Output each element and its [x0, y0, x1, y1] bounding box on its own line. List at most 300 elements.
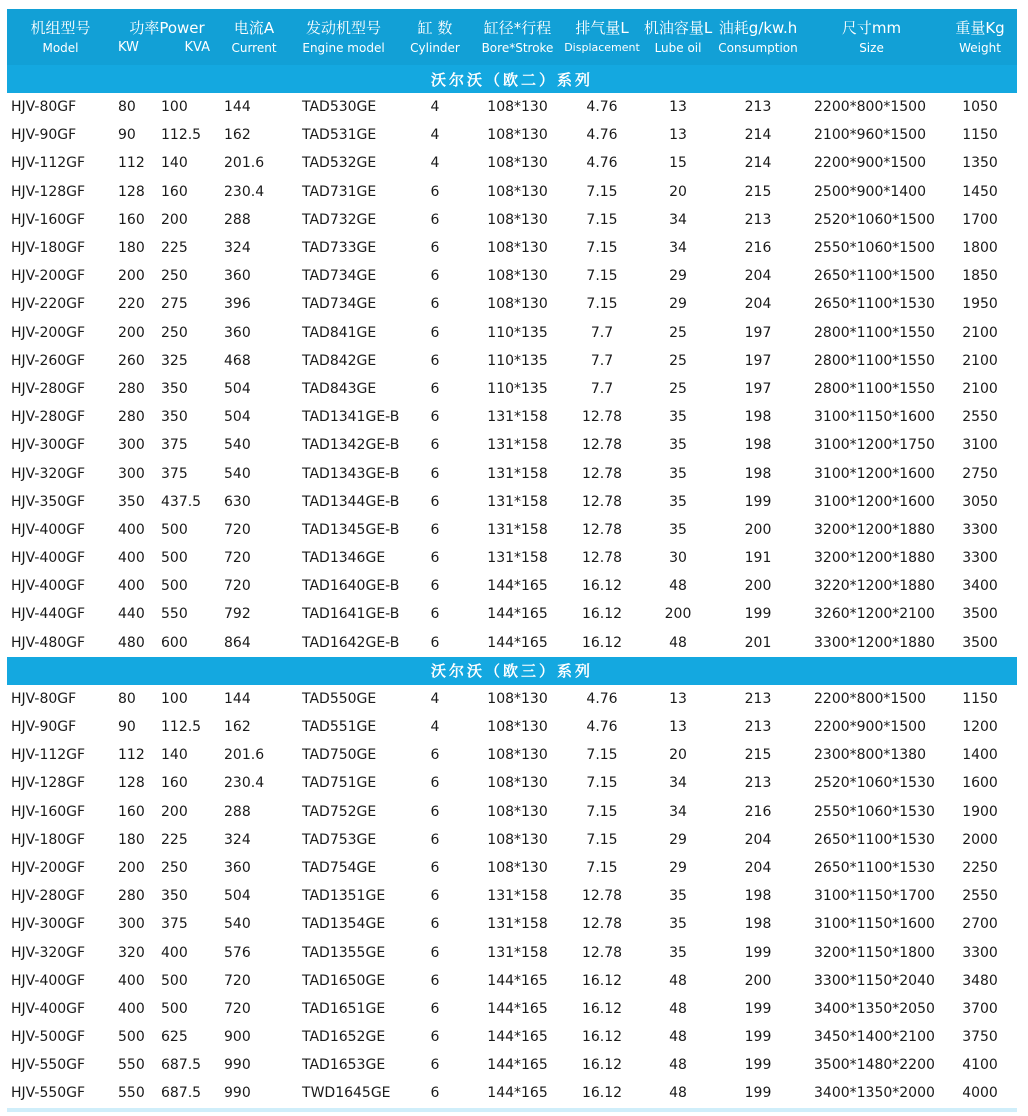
- table-cell: 3500: [962, 634, 998, 651]
- table-cell: 34: [669, 240, 687, 257]
- table-row: [7, 1079, 1017, 1107]
- table-cell: 90: [118, 719, 136, 736]
- bottom-rule: [7, 1108, 1017, 1112]
- table-cell: 80: [118, 690, 136, 707]
- table-cell: 2200*900*1500: [814, 719, 926, 736]
- table-cell: 6: [430, 521, 440, 538]
- table-cell: 1400: [962, 747, 998, 764]
- table-cell: 7.15: [586, 831, 618, 848]
- table-cell: 3100*1200*1600: [814, 465, 935, 482]
- table-cell: 550: [118, 1085, 145, 1102]
- table-row: [7, 910, 1017, 938]
- table-cell: 3100*1150*1700: [814, 888, 935, 905]
- table-cell: 13: [669, 719, 687, 736]
- section-title: 沃尔沃（欧二）系列: [431, 70, 594, 89]
- spec-sheet: [7, 9, 1017, 1112]
- table-cell: 1200: [962, 719, 998, 736]
- table-row: [7, 826, 1017, 854]
- generator-spec-table: [7, 9, 1017, 1108]
- table-cell: 7.15: [586, 296, 618, 313]
- table-row: [7, 234, 1017, 262]
- table-cell: TAD551GE: [302, 719, 377, 736]
- table-cell: HJV-350GF: [11, 493, 86, 510]
- header-model: 机组型号 Model: [30, 19, 91, 55]
- table-cell: 6: [430, 747, 440, 764]
- table-row: [7, 178, 1017, 206]
- table-cell: TAD753GE: [302, 831, 377, 848]
- table-cell: HJV-180GF: [11, 831, 86, 848]
- table-cell: 214: [744, 127, 772, 144]
- table-cell: 198: [744, 465, 772, 482]
- table-cell: 360: [224, 268, 251, 285]
- table-cell: 576: [224, 944, 251, 961]
- table-row: [7, 741, 1017, 769]
- table-cell: HJV-280GF: [11, 409, 86, 426]
- table-cell: 792: [224, 606, 251, 623]
- table-cell: 350: [161, 380, 188, 397]
- table-cell: 7.15: [586, 803, 618, 820]
- table-cell: 6: [430, 606, 440, 623]
- table-row: [7, 347, 1017, 375]
- table-cell: 288: [224, 211, 251, 228]
- table-cell: 375: [161, 465, 188, 482]
- table-row: [7, 206, 1017, 234]
- table-cell: HJV-320GF: [11, 465, 86, 482]
- table-cell: TAD1345GE-B: [302, 521, 400, 538]
- table-cell: HJV-90GF: [11, 719, 77, 736]
- table-cell: 197: [744, 352, 772, 369]
- table-cell: 6: [430, 972, 440, 989]
- table-cell: 112.5: [161, 719, 202, 736]
- header-current: 电流A Current: [231, 19, 277, 55]
- table-cell: 4: [430, 127, 440, 144]
- table-cell: TAD550GE: [302, 690, 377, 707]
- table-cell: 440: [118, 606, 145, 623]
- table-row: [7, 629, 1017, 657]
- table-cell: 198: [744, 888, 772, 905]
- table-cell: 16.12: [581, 1057, 623, 1074]
- table-cell: 131*158: [487, 465, 548, 482]
- table-cell: 25: [669, 352, 687, 369]
- table-cell: TAD1651GE: [302, 1000, 386, 1017]
- table-cell: 2300*800*1380: [814, 747, 926, 764]
- table-cell: 864: [224, 634, 251, 651]
- table-cell: HJV-260GF: [11, 352, 86, 369]
- table-cell: HJV-500GF: [11, 1029, 86, 1046]
- table-cell: 48: [669, 1029, 687, 1046]
- table-cell: 480: [118, 634, 145, 651]
- table-cell: 7.15: [586, 211, 618, 228]
- table-cell: 160: [161, 775, 188, 792]
- table-row: [7, 938, 1017, 966]
- table-cell: TAD734GE: [302, 296, 377, 313]
- table-cell: 35: [669, 409, 687, 426]
- table-cell: 16.12: [581, 1029, 623, 1046]
- table-cell: 12.78: [581, 916, 623, 933]
- table-cell: 25: [669, 324, 687, 341]
- table-cell: TAD1642GE-B: [302, 634, 400, 651]
- table-cell: 213: [744, 99, 772, 116]
- table-cell: 4.76: [586, 99, 618, 116]
- table-cell: TAD1343GE-B: [302, 465, 400, 482]
- table-cell: 48: [669, 1085, 687, 1102]
- table-cell: 720: [224, 521, 251, 538]
- table-cell: 400: [118, 550, 145, 567]
- table-cell: HJV-280GF: [11, 888, 86, 905]
- table-cell: 160: [161, 183, 188, 200]
- table-cell: 220: [118, 296, 145, 313]
- table-cell: 13: [669, 127, 687, 144]
- table-cell: TAD1341GE-B: [302, 409, 400, 426]
- table-cell: 16.12: [581, 606, 623, 623]
- table-cell: 2200*800*1500: [814, 690, 926, 707]
- table-cell: TAD1351GE: [302, 888, 386, 905]
- table-cell: 7.15: [586, 268, 618, 285]
- table-cell: 2550: [962, 888, 998, 905]
- table-cell: HJV-128GF: [11, 183, 86, 200]
- table-row: [7, 319, 1017, 347]
- table-cell: 213: [744, 719, 772, 736]
- table-cell: 437.5: [161, 493, 202, 510]
- table-cell: 191: [744, 550, 772, 567]
- table-cell: 2550*1060*1530: [814, 803, 935, 820]
- table-cell: 990: [224, 1085, 251, 1102]
- table-cell: 199: [744, 944, 772, 961]
- table-cell: 131*158: [487, 944, 548, 961]
- table-cell: 100: [161, 690, 188, 707]
- table-cell: 108*130: [487, 183, 548, 200]
- table-cell: HJV-112GF: [11, 747, 86, 764]
- table-cell: HJV-400GF: [11, 550, 86, 567]
- table-cell: 200: [744, 578, 772, 595]
- table-cell: HJV-550GF: [11, 1057, 86, 1074]
- table-cell: 7.7: [590, 380, 614, 397]
- table-cell: 2700: [962, 916, 998, 933]
- table-cell: 250: [161, 268, 188, 285]
- table-cell: TAD732GE: [302, 211, 377, 228]
- table-cell: 29: [669, 268, 687, 285]
- table-cell: 6: [430, 1029, 440, 1046]
- table-cell: TAD532GE: [302, 155, 377, 172]
- table-cell: 12.78: [581, 465, 623, 482]
- table-cell: 108*130: [487, 296, 548, 313]
- table-row: [7, 121, 1017, 149]
- table-cell: 4: [430, 155, 440, 172]
- section-header: [7, 657, 1017, 685]
- table-cell: HJV-80GF: [11, 690, 77, 707]
- table-cell: 197: [744, 380, 772, 397]
- table-cell: 35: [669, 465, 687, 482]
- table-cell: 20: [669, 747, 687, 764]
- table-cell: 198: [744, 437, 772, 454]
- table-row: [7, 713, 1017, 741]
- table-cell: TAD752GE: [302, 803, 377, 820]
- table-cell: HJV-220GF: [11, 296, 86, 313]
- table-cell: 108*130: [487, 99, 548, 116]
- table-cell: 12.78: [581, 493, 623, 510]
- table-cell: 180: [118, 240, 145, 257]
- table-cell: 16.12: [581, 972, 623, 989]
- table-cell: 199: [744, 1085, 772, 1102]
- table-cell: TAD843GE: [302, 380, 377, 397]
- table-cell: 3300*1200*1880: [814, 634, 935, 651]
- table-cell: 2100*960*1500: [814, 127, 926, 144]
- table-cell: 468: [224, 352, 251, 369]
- header-bore-stroke: 缸径*行程 Bore*Stroke: [481, 19, 554, 55]
- table-row: [7, 93, 1017, 121]
- table-cell: 1150: [962, 690, 998, 707]
- table-cell: TAD842GE: [302, 352, 377, 369]
- table-cell: 199: [744, 493, 772, 510]
- table-cell: 1850: [962, 268, 998, 285]
- table-cell: 160: [118, 803, 145, 820]
- table-cell: 360: [224, 859, 251, 876]
- table-cell: 687.5: [161, 1057, 202, 1074]
- table-row: [7, 290, 1017, 318]
- table-cell: 200: [118, 268, 145, 285]
- table-cell: HJV-400GF: [11, 521, 86, 538]
- table-cell: 48: [669, 972, 687, 989]
- table-cell: 4.76: [586, 127, 618, 144]
- table-cell: 6: [430, 831, 440, 848]
- table-cell: 4: [430, 690, 440, 707]
- table-cell: 6: [430, 211, 440, 228]
- header-displacement: 排气量L Displacement: [564, 19, 640, 54]
- table-cell: 199: [744, 1029, 772, 1046]
- table-cell: 144: [224, 690, 251, 707]
- table-cell: 2100: [962, 380, 998, 397]
- table-cell: 110*135: [487, 324, 548, 341]
- table-cell: 375: [161, 916, 188, 933]
- table-cell: 7.15: [586, 775, 618, 792]
- table-cell: 35: [669, 916, 687, 933]
- table-cell: 400: [118, 1000, 145, 1017]
- table-header: [7, 9, 1017, 65]
- table-cell: 600: [161, 634, 188, 651]
- table-cell: HJV-320GF: [11, 944, 86, 961]
- table-row: [7, 544, 1017, 572]
- table-cell: 6: [430, 578, 440, 595]
- table-cell: 350: [118, 493, 145, 510]
- table-cell: 3300: [962, 521, 998, 538]
- table-cell: 48: [669, 634, 687, 651]
- table-row: [7, 600, 1017, 628]
- table-cell: HJV-480GF: [11, 634, 86, 651]
- table-cell: 199: [744, 606, 772, 623]
- table-cell: 1800: [962, 240, 998, 257]
- table-cell: 131*158: [487, 437, 548, 454]
- table-cell: 6: [430, 240, 440, 257]
- table-cell: 180: [118, 831, 145, 848]
- table-cell: 144*165: [487, 972, 548, 989]
- table-cell: 230.4: [224, 775, 265, 792]
- header-lube-oil: 机油容量L Lube oil: [643, 19, 713, 55]
- table-row: [7, 488, 1017, 516]
- section-header: [7, 65, 1017, 93]
- table-cell: 6: [430, 493, 440, 510]
- table-row: [7, 882, 1017, 910]
- table-cell: 720: [224, 972, 251, 989]
- table-cell: 144: [224, 99, 251, 116]
- table-cell: 3200*1200*1880: [814, 521, 935, 538]
- table-cell: 4.76: [586, 719, 618, 736]
- table-cell: 200: [664, 606, 692, 623]
- table-cell: 6: [430, 1000, 440, 1017]
- table-cell: 3480: [962, 972, 998, 989]
- table-cell: 2100: [962, 324, 998, 341]
- table-cell: 540: [224, 916, 251, 933]
- table-cell: 324: [224, 240, 251, 257]
- table-cell: 3200*1200*1880: [814, 550, 935, 567]
- table-cell: 504: [224, 380, 251, 397]
- table-cell: TAD841GE: [302, 324, 377, 341]
- table-cell: 215: [744, 183, 772, 200]
- table-cell: 2750: [962, 465, 998, 482]
- table-cell: 200: [161, 803, 188, 820]
- table-cell: 13: [669, 690, 687, 707]
- table-cell: 144*165: [487, 1085, 548, 1102]
- table-cell: 200: [744, 521, 772, 538]
- table-cell: 1350: [962, 155, 998, 172]
- table-cell: TAD1355GE: [302, 944, 386, 961]
- table-cell: 34: [669, 803, 687, 820]
- table-cell: 260: [118, 352, 145, 369]
- table-cell: 687.5: [161, 1085, 202, 1102]
- table-row: [7, 572, 1017, 600]
- table-cell: TAD1346GE: [302, 550, 386, 567]
- table-cell: 108*130: [487, 240, 548, 257]
- table-cell: 199: [744, 1000, 772, 1017]
- table-row: [7, 516, 1017, 544]
- table-cell: 230.4: [224, 183, 265, 200]
- table-cell: 7.15: [586, 240, 618, 257]
- table-cell: 199: [744, 1057, 772, 1074]
- table-cell: 396: [224, 296, 251, 313]
- header-size: 尺寸mm Size: [841, 19, 902, 55]
- table-cell: TAD1640GE-B: [302, 578, 400, 595]
- table-cell: 6: [430, 183, 440, 200]
- table-cell: 1600: [962, 775, 998, 792]
- table-cell: 625: [161, 1029, 188, 1046]
- section-title: 沃尔沃（欧三）系列: [431, 662, 594, 681]
- table-cell: 1150: [962, 127, 998, 144]
- table-cell: 144*165: [487, 1029, 548, 1046]
- table-cell: 25: [669, 380, 687, 397]
- table-cell: 16.12: [581, 1000, 623, 1017]
- table-cell: 213: [744, 775, 772, 792]
- table-cell: 112.5: [161, 127, 202, 144]
- table-cell: 4.76: [586, 155, 618, 172]
- table-cell: 112: [118, 155, 145, 172]
- table-cell: 48: [669, 1057, 687, 1074]
- table-cell: TAD751GE: [302, 775, 377, 792]
- table-cell: 144*165: [487, 1000, 548, 1017]
- table-cell: 2200*900*1500: [814, 155, 926, 172]
- table-row: [7, 967, 1017, 995]
- table-cell: 720: [224, 578, 251, 595]
- table-cell: 225: [161, 831, 188, 848]
- table-cell: 4000: [962, 1085, 998, 1102]
- table-cell: 16.12: [581, 1085, 623, 1102]
- table-cell: 1050: [962, 99, 998, 116]
- table-cell: TAD734GE: [302, 268, 377, 285]
- table-cell: TAD1641GE-B: [302, 606, 400, 623]
- table-cell: 131*158: [487, 916, 548, 933]
- table-cell: 20: [669, 183, 687, 200]
- table-cell: 131*158: [487, 409, 548, 426]
- table-cell: 500: [161, 578, 188, 595]
- table-cell: 504: [224, 409, 251, 426]
- table-cell: 29: [669, 296, 687, 313]
- table-cell: 131*158: [487, 888, 548, 905]
- table-cell: 2650*1100*1500: [814, 268, 935, 285]
- table-cell: TAD530GE: [302, 99, 377, 116]
- table-cell: 4100: [962, 1057, 998, 1074]
- table-cell: 162: [224, 719, 251, 736]
- table-cell: 2000: [962, 831, 998, 848]
- table-cell: 6: [430, 803, 440, 820]
- table-cell: TAD1344GE-B: [302, 493, 400, 510]
- table-cell: 162: [224, 127, 251, 144]
- table-cell: 108*130: [487, 268, 548, 285]
- header-consumption: 油耗g/kw.h Consumption: [718, 19, 798, 55]
- table-row: [7, 798, 1017, 826]
- table-cell: 144*165: [487, 578, 548, 595]
- table-cell: 275: [161, 296, 188, 313]
- table-cell: 6: [430, 775, 440, 792]
- table-cell: 200: [118, 859, 145, 876]
- table-cell: 324: [224, 831, 251, 848]
- table-cell: 3300: [962, 550, 998, 567]
- table-row: [7, 854, 1017, 882]
- table-cell: HJV-90GF: [11, 127, 77, 144]
- table-cell: 200: [161, 211, 188, 228]
- table-cell: 2520*1060*1530: [814, 775, 935, 792]
- table-cell: 350: [161, 888, 188, 905]
- table-row: [7, 769, 1017, 797]
- table-row: [7, 431, 1017, 459]
- table-cell: 7.15: [586, 183, 618, 200]
- table-cell: 4.76: [586, 690, 618, 707]
- table-cell: HJV-300GF: [11, 437, 86, 454]
- table-cell: 34: [669, 211, 687, 228]
- table-cell: HJV-200GF: [11, 268, 86, 285]
- table-cell: HJV-400GF: [11, 578, 86, 595]
- header-power-kva: KVA: [184, 40, 211, 55]
- table-cell: 3500*1480*2200: [814, 1057, 935, 1074]
- table-cell: 144*165: [487, 606, 548, 623]
- table-cell: 144*165: [487, 1057, 548, 1074]
- table-cell: 35: [669, 493, 687, 510]
- table-cell: 1450: [962, 183, 998, 200]
- table-cell: 3400*1350*2000: [814, 1085, 935, 1102]
- table-cell: 280: [118, 888, 145, 905]
- table-cell: 144*165: [487, 634, 548, 651]
- table-cell: 2800*1100*1550: [814, 324, 935, 341]
- table-cell: TAD754GE: [302, 859, 377, 876]
- table-cell: 160: [118, 211, 145, 228]
- table-cell: 2650*1100*1530: [814, 859, 935, 876]
- table-cell: HJV-400GF: [11, 972, 86, 989]
- table-cell: 204: [744, 268, 772, 285]
- table-cell: 140: [161, 747, 188, 764]
- header-power: 功率Power KW KVA: [118, 19, 211, 55]
- table-cell: 6: [430, 409, 440, 426]
- table-cell: TAD750GE: [302, 747, 377, 764]
- table-cell: 288: [224, 803, 251, 820]
- table-row: [7, 149, 1017, 177]
- table-cell: 12.78: [581, 888, 623, 905]
